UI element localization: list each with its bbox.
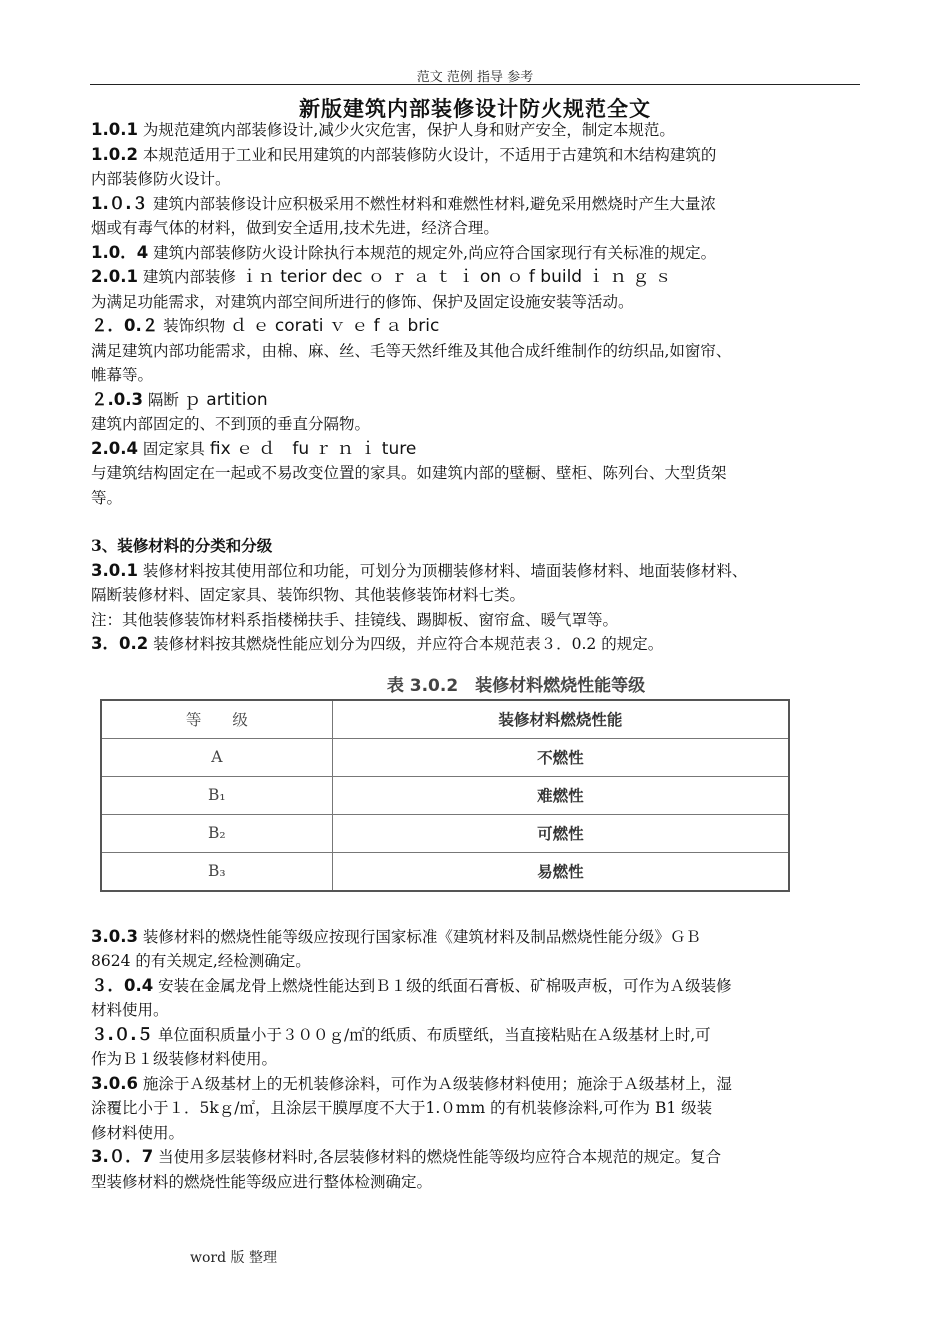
clause-3-0-6: 3.0.6 施涂于Ａ级基材上的无机装修涂料，可作为Ａ级装修材料使用；施涂于Ａ级基材上，湿 xyxy=(91,1073,732,1093)
clause-3-0-4: ３．0.4 安装在金属龙骨上燃烧性能达到Ｂ１级的纸面石膏板、矿棉吸声板，可作为Ａ级装修 xyxy=(91,975,732,995)
clause-2-0-2-def-cont: 帷幕等。 xyxy=(91,366,154,384)
clause-3-0-5-cont: 作为Ｂ１级装修材料使用。 xyxy=(91,1050,278,1068)
clause-1-0-1: 1.0.1 为规范建筑内部装修设计,减少火灾危害，保护人身和财产安全，制定本规范。 xyxy=(91,120,675,139)
performance-cell: 可燃性 xyxy=(332,814,789,852)
clause-1-0-2-cont: 内部装修防火设计。 xyxy=(91,170,231,188)
grade-cell: B₁ xyxy=(101,776,332,814)
clause-3-0-4-cont: 材料使用。 xyxy=(91,1001,169,1019)
header-divider xyxy=(90,84,860,85)
table-row xyxy=(101,738,789,776)
table-header-row xyxy=(101,700,789,739)
page-footer: word 版 整理 xyxy=(190,1250,277,1266)
section-heading: 3、装修材料的分类和分级 xyxy=(91,536,273,555)
clause-1-0-4: 1.0．4 建筑内部装修防火设计除执行本规范的规定外,尚应符合国家现行有关标准的规定。 xyxy=(91,242,717,262)
document-title: 新版建筑内部装修设计防火规范全文 xyxy=(299,96,651,121)
table-row xyxy=(101,776,789,814)
clause-3-0-5: ３.０.５ 单位面积质量小于３００ｇ/㎡的纸质、布质壁纸，当直接粘贴在Ａ级基材上时,可 xyxy=(91,1024,711,1044)
table-row xyxy=(101,852,789,891)
clause-1-0-2: 1.0.2 本规范适用于工业和民用建筑的内部装修防火设计，不适用于古建筑和木结构建筑的 xyxy=(91,144,717,164)
performance-cell: 易燃性 xyxy=(332,852,789,891)
document-body xyxy=(91,118,871,1194)
table-row xyxy=(101,814,789,852)
spacer xyxy=(91,510,871,534)
table-figure xyxy=(91,671,871,915)
clause-2-0-3-def: 建筑内部固定的、不到顶的垂直分隔物。 xyxy=(91,415,371,433)
grade-cell: B₂ xyxy=(101,814,332,852)
clause-3-0-7-cont: 型装修材料的燃烧性能等级应进行整体检测确定。 xyxy=(91,1172,433,1191)
clause-2-0-2-def: 满足建筑内部功能需求，由棉、麻、丝、毛等天然纤维及其他合成纤维制作的纺织品,如窗帘、 xyxy=(91,341,732,360)
clause-2-0-4-def-cont: 等。 xyxy=(91,488,123,507)
clause-1-0-3: 1.０.３ 建筑内部装修设计应积极采用不燃性材料和难燃性材料,避免采用燃烧时产生大量浓 xyxy=(91,193,716,213)
clause-2-0-4-def: 与建筑结构固定在一起或不易改变位置的家具。如建筑内部的壁橱、壁柜、陈列台、大型货架 xyxy=(91,464,727,482)
performance-cell: 难燃性 xyxy=(332,776,789,814)
header-grade: 等 级 xyxy=(101,700,332,739)
clause-2-0-1-def: 为满足功能需求，对建筑内部空间所进行的修饰、保护及固定设施安装等活动。 xyxy=(91,292,634,311)
clause-3-0-3-cont: 8624 的有关规定,经检测确定。 xyxy=(91,952,311,970)
clause-2-0-2: ２．0.２ 装饰织物 ｄ ｅ corati ｖ ｅ f ａ bric xyxy=(91,316,440,336)
grade-table xyxy=(100,699,790,892)
clause-2-0-4: 2.0.4 固定家具 fix ｅ ｄ fu ｒ ｎ ｉ ture xyxy=(91,438,417,459)
clause-1-0-3-cont: 烟或有毒气体的材料，做到安全适用,技术先进，经济合理。 xyxy=(91,219,499,237)
clause-3-0-1-cont: 隔断装修材料、固定家具、装饰织物、其他装修装饰材料七类。 xyxy=(91,586,526,604)
grade-cell: A xyxy=(101,738,332,776)
clause-2-0-1: 2.0.1 建筑内部装修 ｉｎ terior dec ｏ ｒ ａ ｔ ｉ on ｏ f build ｉ ｎ ｇ ｓ xyxy=(91,267,672,287)
page-header: 范文 范例 指导 参考 xyxy=(416,70,534,85)
clause-3-0-6-cont: 涂覆比小于１．5kｇ/㎡，且涂层干膜厚度不大于1.０mm 的有机装修涂料,可作为 B1 级装 xyxy=(91,1099,713,1117)
header-performance: 装修材料燃烧性能 xyxy=(332,700,789,739)
clause-3-0-6-cont2: 修材料使用。 xyxy=(91,1123,185,1142)
clause-3-0-7: 3.０．7 当使用多层装修材料时,各层装修材料的燃烧性能等级均应符合本规范的规定。复合 xyxy=(91,1147,722,1166)
performance-cell: 不燃性 xyxy=(332,738,789,776)
note: 注：其他装修装饰材料系指楼梯扶手、挂镜线、踢脚板、窗帘盒、暖气罩等。 xyxy=(91,610,619,629)
clause-3-0-3: 3.0.3 装修材料的燃烧性能等级应按现行国家标准《建筑材料及制品燃烧性能分级》ＧＢ xyxy=(91,926,701,946)
clause-3-0-1: 3.0.1 装修材料按其使用部位和功能，可划分为顶棚装修材料、墙面装修材料、地面装修材料、 xyxy=(91,560,748,580)
clause-2-0-3: ２.0.3 隔断 ｐ artition xyxy=(91,389,268,410)
table-caption: 表 3.0.2 装修材料燃烧性能等级 xyxy=(386,675,646,696)
after-table-clauses xyxy=(91,925,871,1195)
grade-cell: B₃ xyxy=(101,852,332,891)
clause-3-0-2: 3．0.2 装修材料按其燃烧性能应划分为四级，并应符合本规范表３．0.2 的规定。 xyxy=(91,634,664,653)
